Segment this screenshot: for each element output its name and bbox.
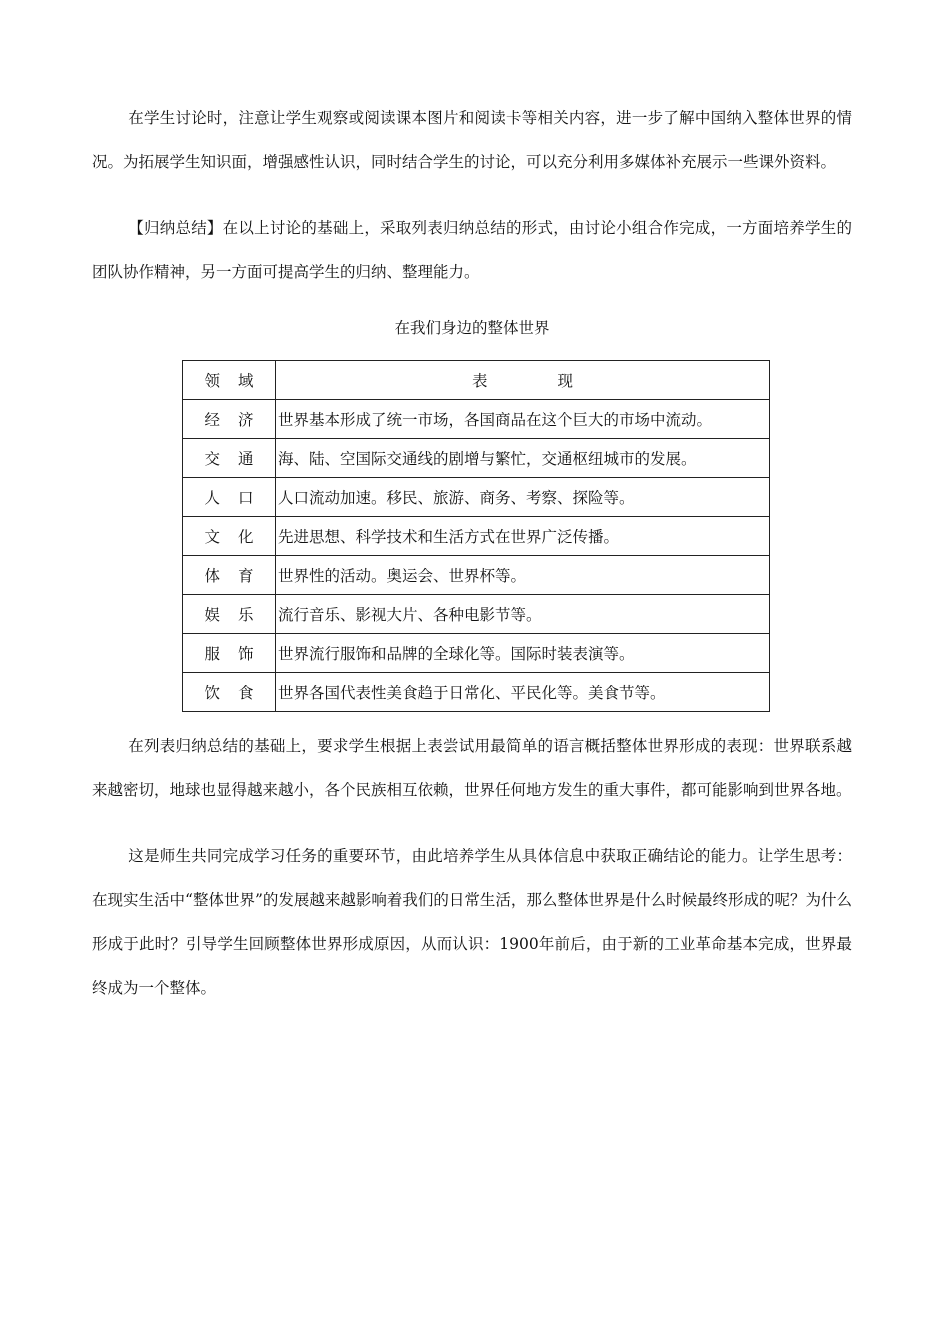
- table-header-row: [183, 361, 770, 400]
- row-field: 交 通: [183, 439, 276, 478]
- table-row: [183, 400, 770, 439]
- row-desc: 世界性的活动。奥运会、世界杯等。: [276, 556, 770, 595]
- row-desc: 海、陆、空国际交通线的剧增与繁忙，交通枢纽城市的发展。: [276, 439, 770, 478]
- row-field: 饮 食: [183, 673, 276, 712]
- row-desc: 人口流动加速。移民、旅游、商务、考察、探险等。: [276, 478, 770, 517]
- row-field: 服 饰: [183, 634, 276, 673]
- paragraph-summary-intro-text: 【归纳总结】在以上讨论的基础上，采取列表归纳总结的形式，由讨论小组合作完成，一方面培养学生的团队协作精神，另一方面可提高学生的归纳、整理能力。: [92, 219, 852, 281]
- paragraph-key-step-text: 这是师生共同完成学习任务的重要环节，由此培养学生从具体信息中获取正确结论的能力。让学生思考：在现实生活中“整体世界”的发展越来越影响着我们的日常生活，那么整体世界是什么时候最终形成的呢？为什么形成于此时？引导学生回顾整体世界形成原因，从而认识：1900年前后，由于新的工业革命基本完成，世界最终成为一个整体。: [92, 847, 852, 997]
- header-field: 领 域: [183, 361, 276, 400]
- document-page: [92, 96, 852, 1010]
- table-row: [183, 439, 770, 478]
- table-row: [183, 478, 770, 517]
- table-row: [183, 556, 770, 595]
- row-desc: 世界基本形成了统一市场，各国商品在这个巨大的市场中流动。: [276, 400, 770, 439]
- row-desc: 世界流行服饰和品牌的全球化等。国际时装表演等。: [276, 634, 770, 673]
- paragraph-discussion-text: 在学生讨论时，注意让学生观察或阅读课本图片和阅读卡等相关内容，进一步了解中国纳入整体世界的情况。为拓展学生知识面，增强感性认识，同时结合学生的讨论，可以充分利用多媒体补充展示一些课外资料。: [92, 109, 852, 171]
- row-desc: 先进思想、科学技术和生活方式在世界广泛传播。: [276, 517, 770, 556]
- table-row: [183, 673, 770, 712]
- row-field: 娱 乐: [183, 595, 276, 634]
- header-desc: 表 现: [276, 361, 770, 400]
- paragraph-key-step: [92, 834, 852, 1010]
- paragraph-table-conclusion-text: 在列表归纳总结的基础上，要求学生根据上表尝试用最简单的语言概括整体世界形成的表现：世界联系越来越密切，地球也显得越来越小，各个民族相互依赖，世界任何地方发生的重大事件，都可能影响到世界各地。: [92, 737, 852, 799]
- paragraph-table-conclusion: [92, 724, 852, 812]
- table-row: [183, 634, 770, 673]
- table-row: [183, 595, 770, 634]
- row-field: 体 育: [183, 556, 276, 595]
- row-field: 经 济: [183, 400, 276, 439]
- row-desc: 流行音乐、影视大片、各种电影节等。: [276, 595, 770, 634]
- summary-table: [182, 360, 770, 712]
- row-field: 文 化: [183, 517, 276, 556]
- row-field: 人 口: [183, 478, 276, 517]
- row-desc: 世界各国代表性美食趋于日常化、平民化等。美食节等。: [276, 673, 770, 712]
- table-title: 在我们身边的整体世界: [394, 319, 550, 337]
- paragraph-summary-intro: [92, 206, 852, 294]
- paragraph-discussion: [92, 96, 852, 184]
- table-row: [183, 517, 770, 556]
